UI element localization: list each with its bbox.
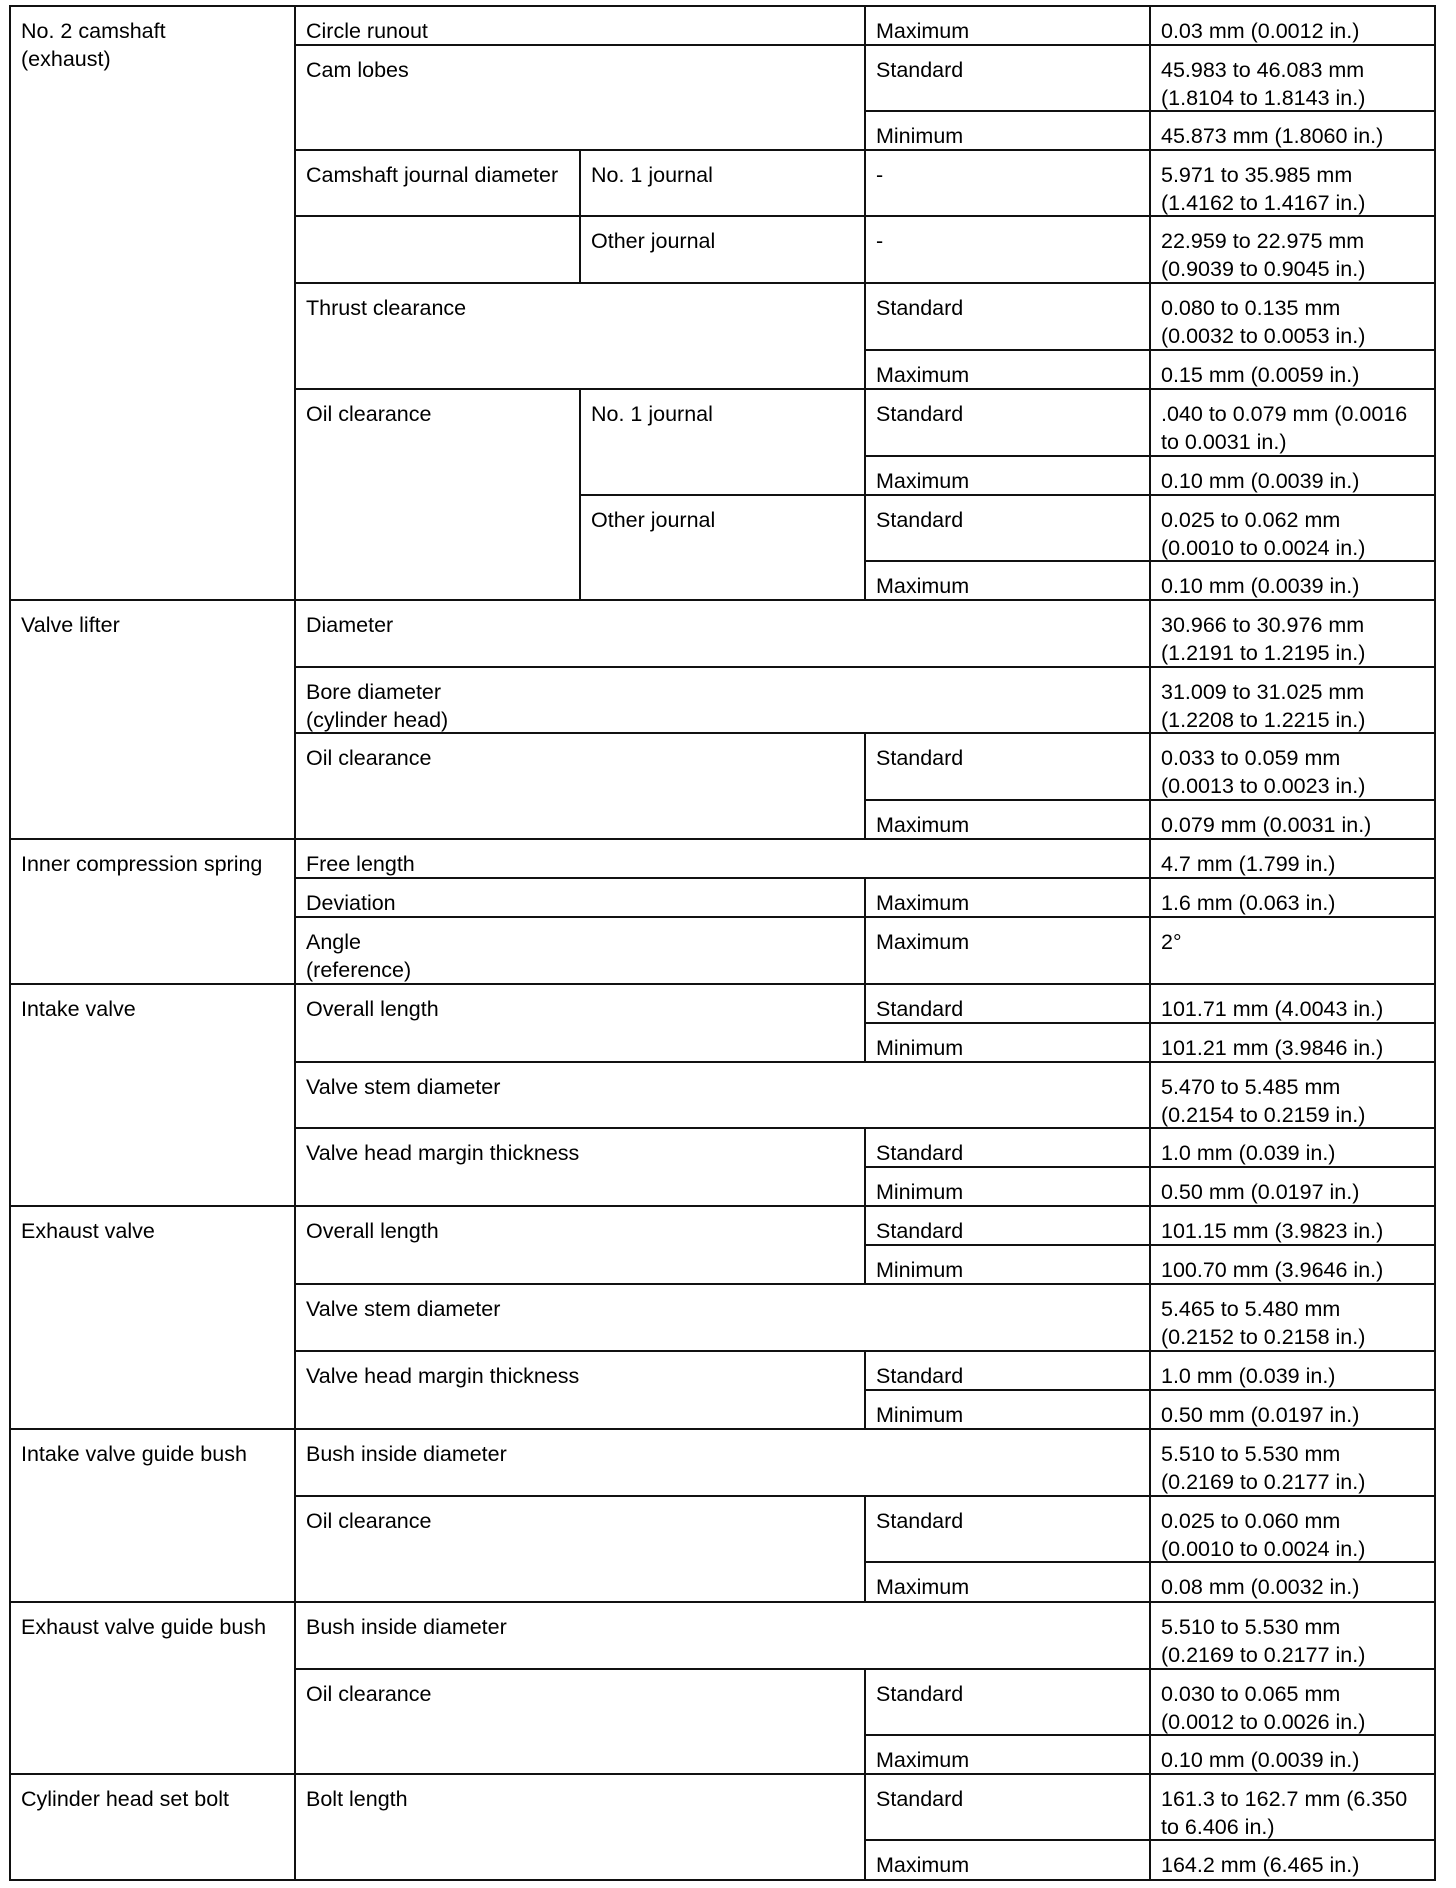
spec-cell-text: (0.2169 to 0.2177 in.) bbox=[1161, 1643, 1366, 1667]
sub-item-cell-text: No. 1 journal bbox=[591, 163, 713, 187]
component-cell bbox=[9, 1773, 296, 1881]
condition-cell-text: Standard bbox=[876, 402, 964, 426]
spec-cell bbox=[1149, 1350, 1436, 1391]
item-cell bbox=[294, 983, 866, 1063]
spec-cell bbox=[1149, 560, 1436, 601]
condition-cell-text: - bbox=[876, 163, 884, 187]
component-cell-text: Exhaust valve bbox=[21, 1219, 155, 1243]
condition-cell bbox=[864, 1389, 1151, 1430]
spec-cell bbox=[1149, 877, 1436, 918]
spec-cell bbox=[1149, 388, 1436, 457]
condition-cell bbox=[864, 1127, 1151, 1168]
spec-cell bbox=[1149, 110, 1436, 151]
condition-cell-text: Maximum bbox=[876, 813, 970, 837]
spec-cell bbox=[1149, 916, 1436, 985]
item-cell-text: Valve stem diameter bbox=[306, 1075, 501, 1099]
condition-cell-text: Standard bbox=[876, 1682, 964, 1706]
condition-cell bbox=[864, 215, 1151, 284]
spec-cell-text: (0.2152 to 0.2158 in.) bbox=[1161, 1325, 1366, 1349]
item-cell-text: Free length bbox=[306, 852, 415, 876]
condition-cell-text: Maximum bbox=[876, 469, 970, 493]
condition-cell bbox=[864, 1773, 1151, 1841]
spec-cell bbox=[1149, 1283, 1436, 1352]
item-cell-text: Cam lobes bbox=[306, 58, 409, 82]
condition-cell-text: Standard bbox=[876, 1219, 964, 1243]
condition-cell-text: Maximum bbox=[876, 1748, 970, 1772]
condition-cell-text: Standard bbox=[876, 1509, 964, 1533]
spec-cell-text: 100.70 mm (3.9646 in.) bbox=[1161, 1258, 1384, 1282]
condition-cell bbox=[864, 282, 1151, 351]
spec-cell bbox=[1149, 983, 1436, 1024]
item-cell-text: Angle bbox=[306, 930, 361, 954]
component-cell bbox=[9, 1205, 296, 1430]
spec-cell-text: (0.2169 to 0.2177 in.) bbox=[1161, 1470, 1366, 1494]
condition-cell-text: Standard bbox=[876, 746, 964, 770]
item-cell bbox=[294, 877, 866, 918]
spec-cell bbox=[1149, 1668, 1436, 1736]
item-cell-text: Oil clearance bbox=[306, 1682, 432, 1706]
component-cell-text: Cylinder head set bolt bbox=[21, 1787, 229, 1811]
spec-cell bbox=[1149, 1166, 1436, 1207]
condition-cell bbox=[864, 799, 1151, 840]
spec-cell-text: 5.465 to 5.480 mm bbox=[1161, 1297, 1341, 1321]
item-cell bbox=[294, 44, 866, 151]
spec-cell-text: 0.025 to 0.060 mm bbox=[1161, 1509, 1341, 1533]
condition-cell-text: Maximum bbox=[876, 1853, 970, 1877]
condition-cell-text: Maximum bbox=[876, 574, 970, 598]
spec-cell bbox=[1149, 732, 1436, 801]
spec-cell-text: 5.470 to 5.485 mm bbox=[1161, 1075, 1341, 1099]
spec-cell-text: 45.983 to 46.083 mm bbox=[1161, 58, 1365, 82]
item-cell-text: Valve head margin thickness bbox=[306, 1141, 580, 1165]
item-cell bbox=[294, 1283, 1151, 1352]
spec-cell-text: 0.030 to 0.065 mm bbox=[1161, 1682, 1341, 1706]
component-cell-text: Intake valve bbox=[21, 997, 136, 1021]
spec-cell-text: 5.971 to 35.985 mm bbox=[1161, 163, 1353, 187]
condition-cell-text: Maximum bbox=[876, 1575, 970, 1599]
spec-cell-text: (0.0032 to 0.0053 in.) bbox=[1161, 324, 1366, 348]
condition-cell bbox=[864, 110, 1151, 151]
condition-cell-text: Standard bbox=[876, 508, 964, 532]
condition-cell bbox=[864, 388, 1151, 457]
component-cell-text: Intake valve guide bush bbox=[21, 1442, 247, 1466]
spec-cell-text: 0.50 mm (0.0197 in.) bbox=[1161, 1403, 1360, 1427]
spec-cell-text: 101.21 mm (3.9846 in.) bbox=[1161, 1036, 1384, 1060]
item-cell-text: Oil clearance bbox=[306, 1509, 432, 1533]
spec-cell bbox=[1149, 149, 1436, 217]
condition-cell bbox=[864, 494, 1151, 562]
spec-cell bbox=[1149, 349, 1436, 390]
spec-cell bbox=[1149, 1428, 1436, 1497]
condition-cell-text: Minimum bbox=[876, 1403, 964, 1427]
spec-cell-text: 5.510 to 5.530 mm bbox=[1161, 1442, 1341, 1466]
spec-cell-text: 0.08 mm (0.0032 in.) bbox=[1161, 1575, 1360, 1599]
item-cell-text: Overall length bbox=[306, 997, 439, 1021]
item-cell-text: Oil clearance bbox=[306, 746, 432, 770]
condition-cell bbox=[864, 1839, 1151, 1881]
spec-cell bbox=[1149, 666, 1436, 734]
component-cell-text: (exhaust) bbox=[21, 47, 111, 71]
component-cell-text: Exhaust valve guide bush bbox=[21, 1615, 267, 1639]
condition-cell-text: Maximum bbox=[876, 891, 970, 915]
condition-cell bbox=[864, 5, 1151, 46]
condition-cell bbox=[864, 44, 1151, 112]
sub-item-cell bbox=[579, 215, 866, 284]
spec-cell-text: 45.873 mm (1.8060 in.) bbox=[1161, 124, 1384, 148]
condition-cell bbox=[864, 877, 1151, 918]
item-cell-text: Deviation bbox=[306, 891, 396, 915]
condition-cell bbox=[864, 455, 1151, 496]
component-cell-text: Valve lifter bbox=[21, 613, 120, 637]
spec-cell-text: 0.15 mm (0.0059 in.) bbox=[1161, 363, 1360, 387]
spec-cell bbox=[1149, 1127, 1436, 1168]
spec-cell bbox=[1149, 1601, 1436, 1670]
spec-cell-text: 0.079 mm (0.0031 in.) bbox=[1161, 813, 1372, 837]
sub-item-cell bbox=[579, 494, 866, 601]
item-cell bbox=[294, 1127, 866, 1207]
sub-item-cell bbox=[579, 388, 866, 496]
condition-cell-text: Minimum bbox=[876, 124, 964, 148]
spec-cell-text: (1.2191 to 1.2195 in.) bbox=[1161, 641, 1366, 665]
spec-cell bbox=[1149, 599, 1436, 668]
spec-cell-text: (0.0012 to 0.0026 in.) bbox=[1161, 1710, 1366, 1734]
spec-cell-text: 31.009 to 31.025 mm bbox=[1161, 680, 1365, 704]
spec-cell bbox=[1149, 1734, 1436, 1775]
spec-cell-text: 0.025 to 0.062 mm bbox=[1161, 508, 1341, 532]
condition-cell-text: Minimum bbox=[876, 1036, 964, 1060]
spec-cell bbox=[1149, 1244, 1436, 1285]
item-cell bbox=[294, 149, 581, 217]
condition-cell bbox=[864, 916, 1151, 985]
condition-cell-text: Minimum bbox=[876, 1180, 964, 1204]
item-cell bbox=[294, 1601, 1151, 1670]
item-cell-text: Camshaft journal diameter bbox=[306, 163, 559, 187]
item-cell bbox=[294, 282, 866, 390]
spec-cell bbox=[1149, 455, 1436, 496]
component-cell bbox=[9, 599, 296, 840]
item-cell bbox=[294, 1350, 866, 1430]
item-cell-text: Circle runout bbox=[306, 19, 428, 43]
spec-cell bbox=[1149, 282, 1436, 351]
spec-cell-text: (1.4162 to 1.4167 in.) bbox=[1161, 191, 1366, 215]
spec-cell-text: (1.2208 to 1.2215 in.) bbox=[1161, 708, 1366, 732]
condition-cell bbox=[864, 149, 1151, 217]
spec-cell-text: 101.71 mm (4.0043 in.) bbox=[1161, 997, 1384, 1021]
condition-cell-text: Standard bbox=[876, 296, 964, 320]
component-cell bbox=[9, 838, 296, 985]
condition-cell-text: - bbox=[876, 229, 884, 253]
item-cell-text: (reference) bbox=[306, 958, 412, 982]
spec-cell bbox=[1149, 1205, 1436, 1246]
spec-cell bbox=[1149, 44, 1436, 112]
spec-cell-text: 164.2 mm (6.465 in.) bbox=[1161, 1853, 1360, 1877]
item-cell bbox=[294, 5, 866, 46]
spec-cell-text: 1.6 mm (0.063 in.) bbox=[1161, 891, 1336, 915]
item-cell bbox=[294, 732, 866, 840]
spec-cell bbox=[1149, 215, 1436, 284]
condition-cell bbox=[864, 560, 1151, 601]
spec-cell-text: (0.0013 to 0.0023 in.) bbox=[1161, 774, 1366, 798]
spec-cell bbox=[1149, 799, 1436, 840]
spec-cell-text: 0.10 mm (0.0039 in.) bbox=[1161, 469, 1360, 493]
spec-cell bbox=[1149, 1839, 1436, 1881]
spec-cell bbox=[1149, 1773, 1436, 1841]
component-cell bbox=[9, 1428, 296, 1603]
condition-cell bbox=[864, 1166, 1151, 1207]
item-cell-text: Overall length bbox=[306, 1219, 439, 1243]
item-cell bbox=[294, 838, 1151, 879]
spec-cell-text: 0.10 mm (0.0039 in.) bbox=[1161, 574, 1360, 598]
spec-cell-text: 1.0 mm (0.039 in.) bbox=[1161, 1364, 1336, 1388]
spec-cell-text: 5.510 to 5.530 mm bbox=[1161, 1615, 1341, 1639]
sub-item-cell-text: Other journal bbox=[591, 508, 716, 532]
condition-cell-text: Standard bbox=[876, 58, 964, 82]
condition-cell-text: Maximum bbox=[876, 363, 970, 387]
spec-cell bbox=[1149, 838, 1436, 879]
condition-cell bbox=[864, 1561, 1151, 1603]
condition-cell bbox=[864, 1350, 1151, 1391]
condition-cell-text: Standard bbox=[876, 1787, 964, 1811]
spec-cell bbox=[1149, 1389, 1436, 1430]
condition-cell bbox=[864, 1495, 1151, 1563]
condition-cell bbox=[864, 1244, 1151, 1285]
condition-cell bbox=[864, 1022, 1151, 1063]
item-cell bbox=[294, 388, 581, 601]
item-cell bbox=[294, 1495, 866, 1603]
spec-cell-text: (0.0010 to 0.0024 in.) bbox=[1161, 1537, 1366, 1561]
item-cell-text: Bore diameter bbox=[306, 680, 442, 704]
component-cell bbox=[9, 5, 296, 601]
spec-cell bbox=[1149, 1061, 1436, 1129]
condition-cell bbox=[864, 732, 1151, 801]
item-cell bbox=[294, 666, 1151, 734]
item-cell-text: Bush inside diameter bbox=[306, 1615, 507, 1639]
sub-item-cell bbox=[579, 149, 866, 217]
spec-cell-text: 0.50 mm (0.0197 in.) bbox=[1161, 1180, 1360, 1204]
spec-cell-text: 0.03 mm (0.0012 in.) bbox=[1161, 19, 1360, 43]
condition-cell bbox=[864, 349, 1151, 390]
item-cell bbox=[294, 1205, 866, 1285]
item-cell-text: Thrust clearance bbox=[306, 296, 467, 320]
sub-item-cell-text: Other journal bbox=[591, 229, 716, 253]
spec-cell bbox=[1149, 1495, 1436, 1563]
item-cell bbox=[294, 1773, 866, 1881]
spec-cell bbox=[1149, 494, 1436, 562]
spec-cell-text: 0.080 to 0.135 mm bbox=[1161, 296, 1341, 320]
condition-cell-text: Maximum bbox=[876, 19, 970, 43]
item-cell-text: (cylinder head) bbox=[306, 708, 449, 732]
item-cell-text: Valve head margin thickness bbox=[306, 1364, 580, 1388]
spec-cell-text: to 6.406 in.) bbox=[1161, 1815, 1275, 1839]
condition-cell bbox=[864, 1205, 1151, 1246]
item-cell bbox=[294, 916, 866, 985]
item-cell bbox=[294, 1428, 1151, 1497]
condition-cell-text: Maximum bbox=[876, 930, 970, 954]
condition-cell bbox=[864, 1668, 1151, 1736]
spec-cell-text: 161.3 to 162.7 mm (6.350 bbox=[1161, 1787, 1408, 1811]
spec-cell-text: 30.966 to 30.976 mm bbox=[1161, 613, 1365, 637]
spec-cell-text: to 0.0031 in.) bbox=[1161, 430, 1287, 454]
spec-cell-text: (0.9039 to 0.9045 in.) bbox=[1161, 257, 1366, 281]
item-cell-text: Diameter bbox=[306, 613, 394, 637]
condition-cell bbox=[864, 983, 1151, 1024]
item-cell-text: Oil clearance bbox=[306, 402, 432, 426]
spec-cell-text: (1.8104 to 1.8143 in.) bbox=[1161, 86, 1366, 110]
item-cell bbox=[294, 1668, 866, 1775]
spec-cell-text: .040 to 0.079 mm (0.0016 bbox=[1161, 402, 1408, 426]
condition-cell-text: Standard bbox=[876, 997, 964, 1021]
spec-cell-text: (0.2154 to 0.2159 in.) bbox=[1161, 1103, 1366, 1127]
spec-cell bbox=[1149, 1561, 1436, 1603]
sub-item-cell-text: No. 1 journal bbox=[591, 402, 713, 426]
condition-cell-text: Minimum bbox=[876, 1258, 964, 1282]
spec-cell-text: (0.0010 to 0.0024 in.) bbox=[1161, 536, 1366, 560]
spec-cell-text: 101.15 mm (3.9823 in.) bbox=[1161, 1219, 1384, 1243]
item-cell bbox=[294, 599, 1151, 668]
spec-cell-text: 0.10 mm (0.0039 in.) bbox=[1161, 1748, 1360, 1772]
condition-cell-text: Standard bbox=[876, 1364, 964, 1388]
spec-cell bbox=[1149, 5, 1436, 46]
item-cell-text: Valve stem diameter bbox=[306, 1297, 501, 1321]
item-cell-text: Bush inside diameter bbox=[306, 1442, 507, 1466]
item-cell bbox=[294, 1061, 1151, 1129]
spec-cell bbox=[1149, 1022, 1436, 1063]
component-cell-text: No. 2 camshaft bbox=[21, 19, 166, 43]
item-cell-text: Bolt length bbox=[306, 1787, 408, 1811]
condition-cell-text: Standard bbox=[876, 1141, 964, 1165]
spec-cell-text: 22.959 to 22.975 mm bbox=[1161, 229, 1365, 253]
component-cell bbox=[9, 983, 296, 1207]
spec-cell-text: 2° bbox=[1161, 930, 1182, 954]
spec-cell-text: 4.7 mm (1.799 in.) bbox=[1161, 852, 1336, 876]
condition-cell bbox=[864, 1734, 1151, 1775]
component-cell-text: Inner compression spring bbox=[21, 852, 263, 876]
spec-cell-text: 0.033 to 0.059 mm bbox=[1161, 746, 1341, 770]
component-cell bbox=[9, 1601, 296, 1775]
spec-cell-text: 1.0 mm (0.039 in.) bbox=[1161, 1141, 1336, 1165]
